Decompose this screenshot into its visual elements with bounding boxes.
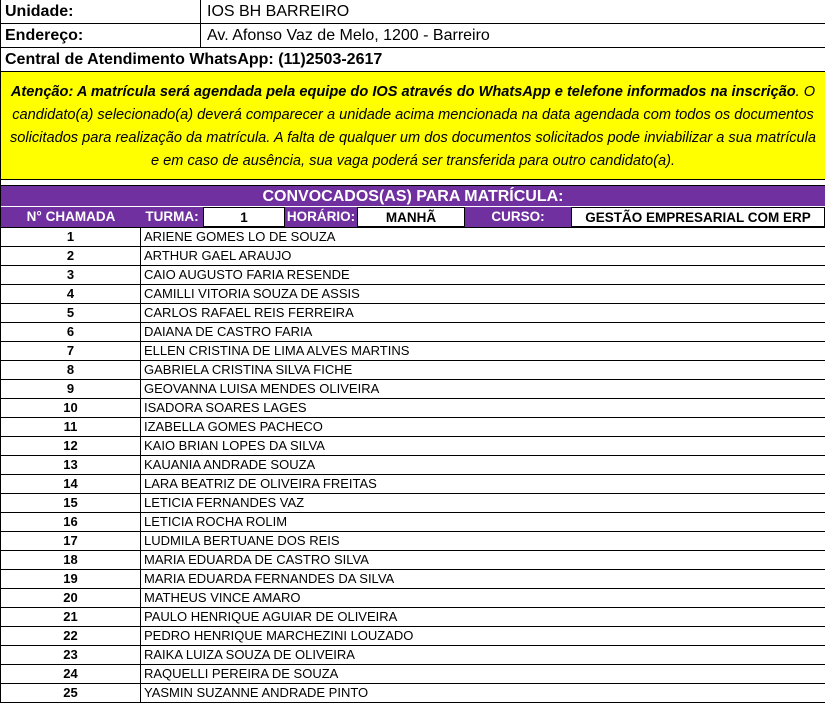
header-turma-label: TURMA: (145, 209, 199, 224)
candidate-name: KAUANIA ANDRADE SOUZA (144, 457, 316, 472)
chamada-number: 8 (1, 361, 141, 379)
table-row (1, 418, 825, 437)
candidate-name: LETICIA FERNANDES VAZ (144, 495, 305, 510)
candidate-name: PAULO HENRIQUE AGUIAR DE OLIVEIRA (144, 609, 398, 624)
chamada-number: 18 (1, 551, 141, 569)
table-row (1, 342, 825, 361)
chamada-number: 12 (1, 437, 141, 455)
table-row (1, 456, 825, 475)
unidade-label: Unidade: (1, 0, 201, 23)
table-row (1, 665, 825, 684)
candidate-name: IZABELLA GOMES PACHECO (144, 419, 323, 434)
chamada-number: 15 (1, 494, 141, 512)
candidate-name: ARIENE GOMES LO DE SOUZA (144, 229, 336, 244)
candidate-name: ARTHUR GAEL ARAUJO (144, 248, 292, 263)
chamada-number: 24 (1, 665, 141, 683)
candidate-name: PEDRO HENRIQUE MARCHEZINI LOUZADO (144, 628, 414, 643)
chamada-number: 22 (1, 627, 141, 645)
candidate-name: MARIA EDUARDA DE CASTRO SILVA (144, 552, 369, 567)
header-turma-value: 1 (203, 207, 285, 227)
notice-rest: . O candidato(a) selecionado(a) deverá comparecer a unidade acima mencionada na data agendada com todos os documentos solicitados para realização da matrícula. A falta de qualquer um dos documentos solicitados pode inviabilizar a sua matrícula e em caso de ausência, sua vaga poderá ser transferida para outro candidato(a). (9, 84, 817, 169)
candidate-name: MATHEUS VINCE AMARO (144, 590, 301, 605)
candidate-name: MARIA EDUARDA FERNANDES DA SILVA (144, 571, 395, 586)
table-row (1, 323, 825, 342)
table-row (1, 399, 825, 418)
header-chamada: N° CHAMADA (26, 209, 116, 224)
table-row (1, 247, 825, 266)
candidate-name: YASMIN SUZANNE ANDRADE PINTO (144, 685, 369, 700)
chamada-number: 23 (1, 646, 141, 664)
candidate-name: DAIANA DE CASTRO FARIA (144, 324, 313, 339)
chamada-number: 11 (1, 418, 141, 436)
table-row (1, 513, 825, 532)
table-row (1, 361, 825, 380)
candidate-name: LARA BEATRIZ DE OLIVEIRA FREITAS (144, 476, 377, 491)
chamada-number: 25 (1, 684, 141, 702)
chamada-number: 7 (1, 342, 141, 360)
header-curso-value: GESTÃO EMPRESARIAL COM ERP (571, 207, 825, 227)
chamada-number: 10 (1, 399, 141, 417)
chamada-number: 3 (1, 266, 141, 284)
endereco-label: Endereço: (1, 24, 201, 47)
table-row (1, 494, 825, 513)
notice-bold: Atenção: A matrícula será agendada pela equipe do IOS através do WhatsApp e telefone informados na inscrição (10, 84, 796, 100)
unidade-row (1, 0, 825, 24)
table-row (1, 589, 825, 608)
candidate-name: LUDMILA BERTUANE DOS REIS (144, 533, 340, 548)
table-row (1, 646, 825, 665)
chamada-number: 16 (1, 513, 141, 531)
table-row (1, 684, 825, 703)
candidate-name: GABRIELA CRISTINA SILVA FICHE (144, 362, 353, 377)
notice-box (1, 72, 825, 180)
candidate-name: ELLEN CRISTINA DE LIMA ALVES MARTINS (144, 343, 410, 358)
table-row (1, 304, 825, 323)
unidade-value: IOS BH BARREIRO (207, 3, 350, 20)
chamada-number: 5 (1, 304, 141, 322)
table-row (1, 608, 825, 627)
table-row (1, 228, 825, 247)
central-atendimento: Central de Atendimento WhatsApp: (11)2503-2617 (1, 48, 825, 72)
convocados-list (1, 228, 825, 703)
header-horario-value: MANHÃ (357, 207, 465, 227)
endereco-row (1, 24, 825, 48)
table-row (1, 380, 825, 399)
header-curso-label: CURSO: (491, 209, 545, 224)
chamada-number: 17 (1, 532, 141, 550)
chamada-number: 13 (1, 456, 141, 474)
chamada-number: 19 (1, 570, 141, 588)
table-row (1, 570, 825, 589)
chamada-number: 4 (1, 285, 141, 303)
candidate-name: RAIKA LUIZA SOUZA DE OLIVEIRA (144, 647, 355, 662)
table-row (1, 475, 825, 494)
chamada-number: 2 (1, 247, 141, 265)
candidate-name: LETICIA ROCHA ROLIM (144, 514, 288, 529)
chamada-number: 21 (1, 608, 141, 626)
table-row (1, 532, 825, 551)
chamada-number: 20 (1, 589, 141, 607)
candidate-name: CAIO AUGUSTO FARIA RESENDE (144, 267, 350, 282)
candidate-name: CAMILLI VITORIA SOUZA DE ASSIS (144, 286, 360, 301)
header-horario-label: HORÁRIO: (286, 209, 356, 224)
convocados-title: CONVOCADOS(AS) PARA MATRÍCULA: (1, 185, 825, 207)
chamada-number: 6 (1, 323, 141, 341)
table-header (1, 207, 825, 228)
candidate-name: GEOVANNA LUISA MENDES OLIVEIRA (144, 381, 380, 396)
table-row (1, 551, 825, 570)
candidate-name: ISADORA SOARES LAGES (144, 400, 307, 415)
endereco-value: Av. Afonso Vaz de Melo, 1200 - Barreiro (207, 27, 490, 44)
table-row (1, 266, 825, 285)
candidate-name: KAIO BRIAN LOPES DA SILVA (144, 438, 325, 453)
table-row (1, 285, 825, 304)
candidate-name: CARLOS RAFAEL REIS FERREIRA (144, 305, 354, 320)
table-row (1, 437, 825, 456)
table-row (1, 627, 825, 646)
candidate-name: RAQUELLI PEREIRA DE SOUZA (144, 666, 339, 681)
chamada-number: 1 (1, 228, 141, 246)
chamada-number: 14 (1, 475, 141, 493)
chamada-number: 9 (1, 380, 141, 398)
